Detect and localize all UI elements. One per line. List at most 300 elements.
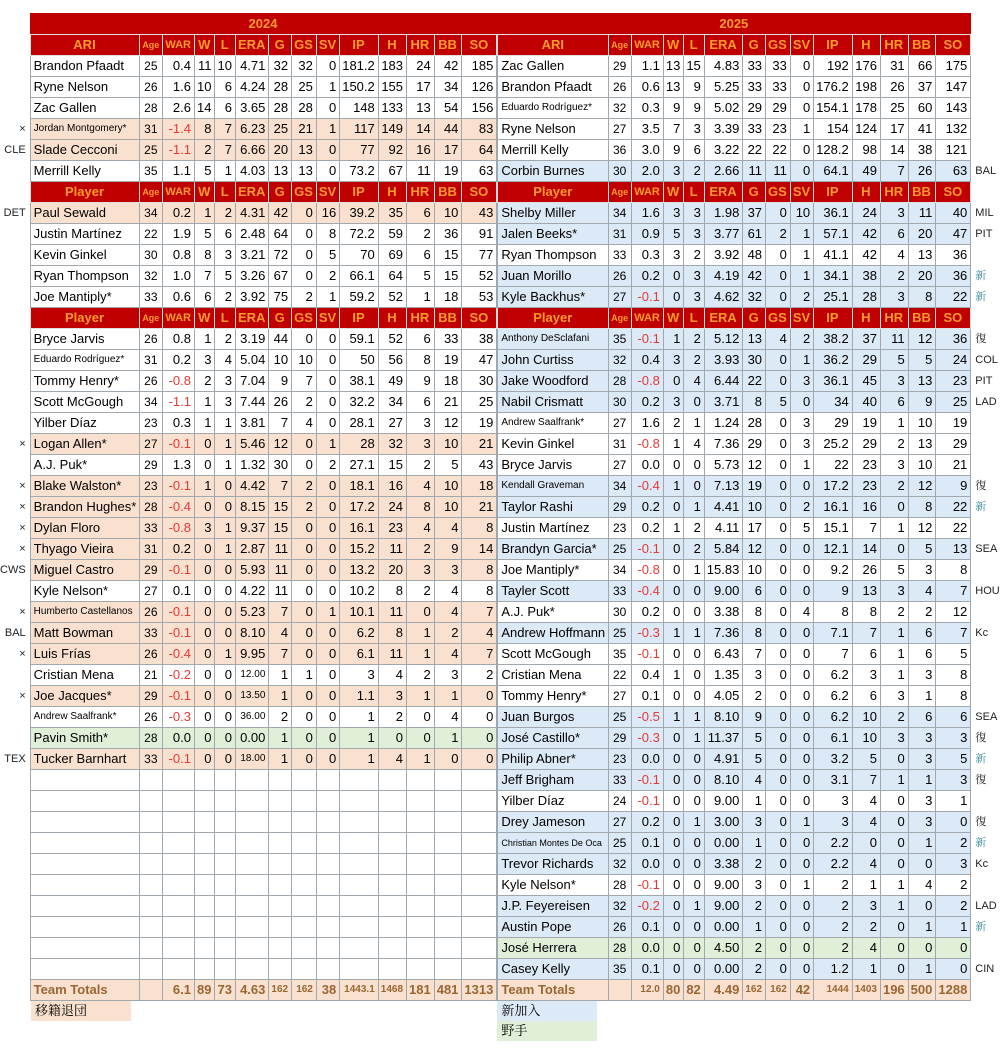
stat-value: 2 [814, 917, 853, 938]
empty-cell [195, 875, 215, 896]
stat-value: 23 [609, 518, 632, 539]
stat-value: 4 [434, 602, 462, 623]
stat-value: 3 [908, 749, 936, 770]
stat-value: 63 [936, 161, 971, 182]
player-row [498, 518, 1000, 539]
stat-value: 5 [195, 224, 215, 245]
margin-note: × [0, 539, 30, 560]
stat-value: 0 [766, 245, 791, 266]
stat-value: 1 [684, 728, 704, 749]
empty-cell [462, 770, 497, 791]
empty-cell [378, 875, 406, 896]
stat-value: 0 [663, 749, 683, 770]
stat-value: 181.2 [340, 56, 379, 77]
stat-value: 64 [462, 140, 497, 161]
margin-note: 復 [971, 728, 1000, 749]
stat-value: 33 [609, 581, 632, 602]
stat-value: 4 [908, 875, 936, 896]
margin-note: × [0, 518, 30, 539]
stat-value: 10.1 [340, 602, 379, 623]
stat-value: 2 [462, 665, 497, 686]
stat-value: 15 [434, 266, 462, 287]
stat-value: 5 [936, 749, 971, 770]
stat-value: 0 [908, 896, 936, 917]
stat-value: 18.1 [340, 476, 379, 497]
stat-value: 2.87 [235, 539, 268, 560]
stat-column-header: Age [140, 35, 163, 56]
margin-note: PIT [971, 371, 1000, 392]
stat-value: 15 [434, 245, 462, 266]
stat-value: 3 [434, 560, 462, 581]
stat-value: 26 [609, 917, 632, 938]
empty-cell [340, 833, 379, 854]
empty-cell [269, 791, 292, 812]
stat-value: 6 [215, 224, 235, 245]
player-name: Joe Mantiply* [30, 287, 140, 308]
margin-spacer [0, 770, 30, 791]
empty-cell [378, 833, 406, 854]
stat-value: 9 [814, 581, 853, 602]
stat-column-header: H [852, 308, 880, 329]
stat-value: 11 [378, 644, 406, 665]
stat-value: 12 [743, 539, 766, 560]
stat-value: 3 [743, 875, 766, 896]
stat-value: 31 [140, 119, 163, 140]
stat-value: 29 [140, 455, 163, 476]
stat-value: 21 [140, 665, 163, 686]
stat-value: 12 [269, 434, 292, 455]
stat-value: 33 [766, 77, 791, 98]
empty-cell [195, 770, 215, 791]
stat-value: -0.8 [163, 518, 195, 539]
stat-value: 0 [663, 560, 683, 581]
stat-value: 1 [880, 770, 908, 791]
stat-value: 0 [215, 602, 235, 623]
player-row [0, 434, 497, 455]
empty-cell [340, 896, 379, 917]
stat-value: 0.1 [632, 686, 664, 707]
stat-value: 5.02 [704, 98, 743, 119]
stat-value: 0 [766, 539, 791, 560]
player-row [498, 224, 1000, 245]
stat-value: 1 [316, 77, 339, 98]
player-row [0, 707, 497, 728]
stat-value: 183 [378, 56, 406, 77]
stat-value: 10 [269, 350, 292, 371]
stat-value: 24 [378, 497, 406, 518]
empty-cell [163, 812, 195, 833]
margin-note: 復 [971, 812, 1000, 833]
stat-value: 23 [852, 476, 880, 497]
stat-value: 50 [340, 350, 379, 371]
stat-value: 2 [684, 329, 704, 350]
stat-value: 0 [292, 686, 317, 707]
stat-value: 0 [766, 791, 791, 812]
stat-value: -0.1 [163, 686, 195, 707]
player-name: Taylor Rashi [498, 497, 609, 518]
empty-cell [30, 791, 140, 812]
stat-value: 2 [215, 287, 235, 308]
stat-value: 2 [292, 392, 317, 413]
margin-note: 新 [971, 749, 1000, 770]
stat-value: 0 [790, 644, 813, 665]
stat-value: 16 [407, 140, 435, 161]
stat-value: 0 [316, 98, 339, 119]
stat-value: 3.92 [235, 287, 268, 308]
stat-column-header: W [663, 182, 683, 203]
player-row [0, 287, 497, 308]
stat-value: 4 [378, 749, 406, 770]
stat-value: 0 [215, 749, 235, 770]
stat-value: 0 [880, 539, 908, 560]
stat-value: 6.23 [235, 119, 268, 140]
totals-label: Team Totals [30, 980, 140, 1001]
margin-spacer [0, 875, 30, 896]
stat-column-header: L [684, 308, 704, 329]
stat-value: 12 [743, 455, 766, 476]
stat-value: 4 [852, 938, 880, 959]
stat-value: 2 [316, 455, 339, 476]
empty-cell [140, 791, 163, 812]
margin-note: × [0, 476, 30, 497]
stat-value: 3 [814, 812, 853, 833]
stat-value: 0.00 [235, 728, 268, 749]
player-row [498, 476, 1000, 497]
stat-value: -0.4 [163, 644, 195, 665]
stat-value: 34.1 [814, 266, 853, 287]
stat-value: 22 [140, 224, 163, 245]
margin-spacer [971, 875, 1000, 896]
stat-column-header: HR [407, 35, 435, 56]
player-row [0, 392, 497, 413]
stat-value: 7 [663, 119, 683, 140]
margin-spacer [971, 98, 1000, 119]
stat-value: 22 [814, 455, 853, 476]
empty-cell [140, 959, 163, 980]
stat-value: 10 [434, 434, 462, 455]
stat-value: 37 [743, 203, 766, 224]
stat-value: 4.31 [235, 203, 268, 224]
stat-column-header: SV [790, 35, 813, 56]
stat-value: 0 [663, 728, 683, 749]
stat-column-header: IP [814, 308, 853, 329]
stat-value: 33 [743, 56, 766, 77]
stat-value: 3.1 [814, 770, 853, 791]
stat-value: 1 [195, 392, 215, 413]
stat-value: 0 [316, 392, 339, 413]
stat-value: 1 [908, 770, 936, 791]
stat-value: 0.0 [632, 455, 664, 476]
totals-value: 162 [292, 980, 317, 1001]
stat-value: 0 [766, 728, 791, 749]
player-name: Logan Allen* [30, 434, 140, 455]
empty-cell [163, 875, 195, 896]
stat-column-header: GS [292, 308, 317, 329]
stat-value: 0 [684, 749, 704, 770]
stat-value: 3 [790, 413, 813, 434]
stat-value: 48 [743, 245, 766, 266]
stat-value: 0.3 [632, 245, 664, 266]
player-name: Tommy Henry* [30, 371, 140, 392]
stat-value: 7 [462, 602, 497, 623]
empty-cell [195, 812, 215, 833]
stat-value: 1 [790, 119, 813, 140]
stat-value: 2 [378, 707, 406, 728]
stat-value: 0.2 [632, 266, 664, 287]
player-name: Scott McGough [498, 644, 609, 665]
player-name: Blake Walston* [30, 476, 140, 497]
stat-value: 0 [663, 287, 683, 308]
stat-value: 0 [316, 686, 339, 707]
stat-value: 16 [378, 476, 406, 497]
stat-value: 29 [766, 98, 791, 119]
empty-cell [30, 770, 140, 791]
stat-column-header: SV [316, 35, 339, 56]
empty-cell [30, 938, 140, 959]
margin-note: 新 [971, 833, 1000, 854]
stat-value: 0.2 [632, 518, 664, 539]
stat-value: 0 [663, 791, 683, 812]
stat-value: 14 [852, 539, 880, 560]
empty-cell [378, 770, 406, 791]
stat-value: 5.46 [235, 434, 268, 455]
stat-value: 3.00 [704, 812, 743, 833]
stat-value: 1 [852, 875, 880, 896]
stat-value: 0 [292, 623, 317, 644]
year-row [0, 14, 497, 35]
empty-cell [407, 896, 435, 917]
stat-value: 6.1 [814, 728, 853, 749]
player-row [498, 812, 1000, 833]
stat-value: 0 [292, 455, 317, 476]
stat-value: 3 [215, 392, 235, 413]
empty-cell [30, 833, 140, 854]
stat-value: 0 [790, 791, 813, 812]
player-name: Andrew Hoffmann [498, 623, 609, 644]
player-row [498, 728, 1000, 749]
stat-value: 5 [766, 392, 791, 413]
empty-cell [292, 812, 317, 833]
stat-value: 33 [609, 245, 632, 266]
margin-spacer [971, 77, 1000, 98]
stat-value: 25.1 [814, 287, 853, 308]
empty-cell [215, 875, 235, 896]
empty-cell [292, 770, 317, 791]
stat-value: 0 [790, 560, 813, 581]
stat-value: 30 [609, 602, 632, 623]
stat-value: 17 [407, 77, 435, 98]
stat-value: 36.2 [814, 350, 853, 371]
stat-value: 3.2 [814, 749, 853, 770]
stat-value: 38.1 [340, 371, 379, 392]
stat-value: 0 [462, 728, 497, 749]
stat-value: 1 [790, 245, 813, 266]
stat-value: 34 [140, 392, 163, 413]
stat-value: 0.2 [163, 203, 195, 224]
stat-value: 75 [269, 287, 292, 308]
empty-cell [292, 917, 317, 938]
totals-value: 1444 [814, 980, 853, 1001]
stat-value: 63 [462, 161, 497, 182]
stat-value: 1 [316, 119, 339, 140]
stat-value: 3.22 [704, 140, 743, 161]
stat-value: 19 [743, 476, 766, 497]
stat-value: 17 [880, 119, 908, 140]
empty-cell [30, 959, 140, 980]
stat-value: 7 [269, 602, 292, 623]
stat-value: 10.2 [340, 581, 379, 602]
stat-value: 1 [663, 434, 683, 455]
stat-value: 0 [195, 539, 215, 560]
empty-cell [316, 854, 339, 875]
player-name: Ryne Nelson [30, 77, 140, 98]
empty-cell [163, 791, 195, 812]
totals-label: Team Totals [498, 980, 609, 1001]
player-row [0, 203, 497, 224]
margin-note: SEA [971, 707, 1000, 728]
stat-column-header: H [378, 35, 406, 56]
stat-value: 0 [790, 896, 813, 917]
stat-value: 1 [743, 917, 766, 938]
stat-value: 0 [195, 602, 215, 623]
stat-value: 0 [684, 791, 704, 812]
totals-value: 1468 [378, 980, 406, 1001]
stat-value: 2 [684, 518, 704, 539]
stat-value: 37 [852, 329, 880, 350]
stat-value: 43 [462, 203, 497, 224]
stat-value: 22 [743, 140, 766, 161]
stat-value: 11 [407, 161, 435, 182]
stat-column-header: ERA [704, 182, 743, 203]
stat-value: 27 [140, 581, 163, 602]
empty-cell [235, 896, 268, 917]
stat-value: 2 [195, 371, 215, 392]
stat-value: 7 [269, 413, 292, 434]
stat-value: 0 [316, 623, 339, 644]
stat-value: 0 [316, 161, 339, 182]
stat-value: 5 [663, 224, 683, 245]
stat-value: 3.38 [704, 602, 743, 623]
stat-value: 3.19 [235, 329, 268, 350]
stat-value: 36 [936, 329, 971, 350]
empty-cell [215, 854, 235, 875]
stat-value: 59.2 [340, 287, 379, 308]
empty-cell [140, 812, 163, 833]
stat-value: 25 [140, 140, 163, 161]
stat-value: 6 [852, 644, 880, 665]
stat-value: 4 [743, 770, 766, 791]
stat-value: 0 [684, 644, 704, 665]
stat-value: 2 [936, 896, 971, 917]
stat-value: 2 [434, 623, 462, 644]
stat-column-header: G [269, 182, 292, 203]
stat-value: 33 [140, 287, 163, 308]
stat-value: 19 [462, 413, 497, 434]
margin-note: 復 [971, 329, 1000, 350]
empty-cell [269, 938, 292, 959]
margin-spacer [971, 140, 1000, 161]
margin-spacer [971, 14, 1000, 35]
stat-value: 6 [880, 392, 908, 413]
stat-value: 2 [936, 833, 971, 854]
stat-value: 128.2 [814, 140, 853, 161]
empty-cell [434, 791, 462, 812]
margin-note: BAL [971, 161, 1000, 182]
stat-value: 0 [195, 644, 215, 665]
player-name: Slade Cecconi [30, 140, 140, 161]
stat-value: 3 [880, 455, 908, 476]
stat-value: 2 [880, 266, 908, 287]
stat-value: 2 [880, 707, 908, 728]
stat-value: 0 [766, 686, 791, 707]
stat-value: 0.4 [632, 665, 664, 686]
stat-column-header: HR [407, 308, 435, 329]
stat-value: 2 [743, 959, 766, 980]
stat-value: 34 [140, 203, 163, 224]
stat-value: 1 [663, 707, 683, 728]
stat-value: 8 [195, 119, 215, 140]
stat-value: -0.1 [163, 623, 195, 644]
stat-value: 38 [908, 140, 936, 161]
stat-value: 0 [195, 665, 215, 686]
stat-column-header: H [378, 182, 406, 203]
stat-value: 6 [852, 686, 880, 707]
margin-note: CWS [0, 560, 30, 581]
stat-value: 2 [880, 434, 908, 455]
stat-value: 32 [609, 896, 632, 917]
stat-value: 33 [766, 56, 791, 77]
empty-row [0, 917, 497, 938]
stat-column-header: L [215, 308, 235, 329]
stat-value: 3.39 [704, 119, 743, 140]
player-row [0, 224, 497, 245]
stat-value: 7 [462, 644, 497, 665]
player-row [498, 854, 1000, 875]
margin-note: HOU [971, 581, 1000, 602]
stat-value: 0 [790, 581, 813, 602]
stat-value: 3 [908, 812, 936, 833]
totals-value: 89 [195, 980, 215, 1001]
stat-value: 27 [609, 455, 632, 476]
stat-value: 0 [936, 938, 971, 959]
player-row [498, 392, 1000, 413]
margin-spacer [971, 686, 1000, 707]
margin-spacer [971, 245, 1000, 266]
stat-value: 27.1 [340, 455, 379, 476]
stat-column-header: HR [880, 35, 908, 56]
stat-value: 6 [407, 245, 435, 266]
stat-value: 18 [434, 287, 462, 308]
stat-value: -0.8 [632, 371, 664, 392]
stat-value: 43 [462, 455, 497, 476]
stat-value: 3.81 [235, 413, 268, 434]
stat-value: 1 [407, 644, 435, 665]
empty-cell [378, 938, 406, 959]
totals-value: 162 [269, 980, 292, 1001]
stat-value: 3 [880, 581, 908, 602]
stat-value: 4.41 [704, 497, 743, 518]
stat-value: 1 [215, 161, 235, 182]
empty-cell [340, 770, 379, 791]
stat-value: 25 [609, 833, 632, 854]
empty-cell [316, 791, 339, 812]
stat-value: 7 [852, 518, 880, 539]
stat-value: 4 [908, 581, 936, 602]
empty-cell [316, 938, 339, 959]
stat-value: 3 [195, 518, 215, 539]
stat-value: 0 [766, 665, 791, 686]
stat-value: 35 [609, 329, 632, 350]
